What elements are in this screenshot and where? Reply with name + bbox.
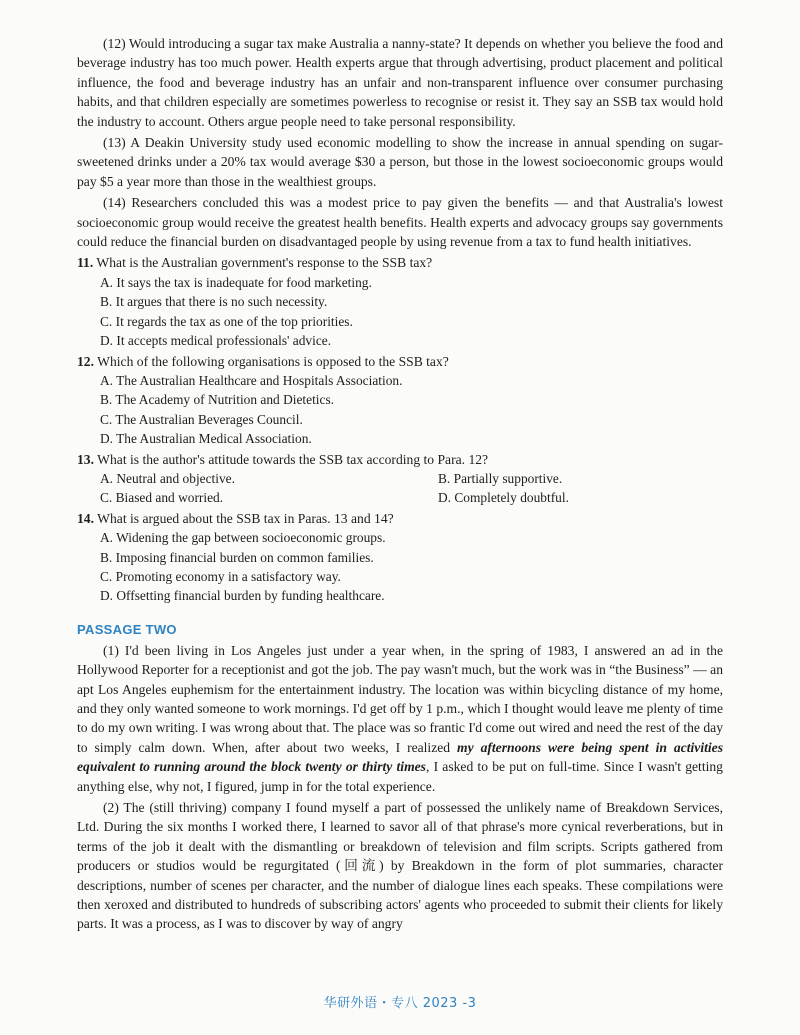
question-stem: What is the Australian government's response to the SSB tax? bbox=[96, 255, 433, 271]
question-stem: What is argued about the SSB tax in Paras. 13 and 14? bbox=[97, 510, 394, 526]
paragraph-14: (14) Researchers concluded this was a modest price to pay given the benefits — and that Australia's lowest socioeconomic group would receive the greatest health benefits. Health experts and advocacy groups say governments could reduce the financial burden on disadvantaged people by using revenue from a tax to fund health initiatives. bbox=[77, 195, 723, 250]
paragraph-12: (12) Would introducing a sugar tax make Australia a nanny-state? It depends on whether you believe the food and beverage industry has too much power. Health experts argue that through advertising, product placement and political influence, the food and beverage industry has an unfair and non-transparent influence over consumer purchasing habits, and that children especially are sometimes powerless to recognise or resist it. They say an SSB tax would hold the industry to account. Others argue people need to take personal responsibility. bbox=[77, 36, 723, 129]
option-d: D. Completely doubtful. bbox=[438, 490, 569, 506]
emphasized-phrase: my afternoons were being spent in activities equivalent to running around the block twenty or thirty times bbox=[77, 739, 723, 775]
passage-two-paragraph-1 bbox=[77, 641, 723, 796]
option-a: A. The Australian Healthcare and Hospitals Association. bbox=[100, 372, 403, 388]
option-c: C. The Australian Beverages Council. bbox=[100, 411, 303, 427]
option-c: C. Promoting economy in a satisfactory way. bbox=[100, 568, 341, 584]
question-13 bbox=[77, 450, 723, 508]
option-b: B. It argues that there is no such necessity. bbox=[100, 294, 328, 310]
question-number: 14. bbox=[77, 510, 94, 526]
question-number: 13. bbox=[77, 451, 94, 467]
paragraph-text: , I asked to be put on full-time. Since I wasn't getting anything else, why not, I figured, jump in for the total experience. bbox=[77, 759, 723, 794]
question-14 bbox=[77, 509, 723, 606]
question-12 bbox=[77, 352, 723, 449]
question-number: 12. bbox=[77, 353, 94, 369]
option-a: A. Widening the gap between socioeconomic groups. bbox=[100, 530, 386, 546]
paragraph-13: (13) A Deakin University study used economic modelling to show the increase in annual spending on sugar-sweetened drinks under a 20% tax would average $30 a person, but those in the lowest socioeconomic groups would pay $5 a year more than those in the wealthiest groups. bbox=[77, 135, 723, 189]
option-d: D. It accepts medical professionals' advice. bbox=[100, 333, 332, 349]
option-d: D. The Australian Medical Association. bbox=[100, 431, 312, 447]
option-b: B. Imposing financial burden on common families. bbox=[100, 549, 374, 565]
question-11 bbox=[77, 253, 723, 350]
question-number: 11. bbox=[77, 255, 94, 271]
option-a: A. It says the tax is inadequate for food marketing. bbox=[100, 274, 372, 290]
option-c: C. It regards the tax as one of the top priorities. bbox=[100, 313, 353, 329]
option-c: C. Biased and worried. bbox=[100, 490, 224, 506]
paragraph-text: (1) I'd been living in Los Angeles just under a year when, in the spring of 1983, I answered an ad in the Hollywood Reporter for a receptionist and got the job. The pay wasn't much, but the work was in “the Business” — an apt Los Angeles euphemism for the entertainment industry. The location was within bicycling distance of my home, and they only wanted someone to work mornings. I'd get off by 1 p.m., which I thought would leave me plenty of time to do my own writing. I was wrong about that. The place was so frantic I'd come out wired and need the rest of the day to simply calm down. When, after about two weeks, I realized bbox=[77, 642, 723, 755]
question-stem: Which of the following organisations is opposed to the SSB tax? bbox=[97, 353, 449, 369]
document-page bbox=[77, 34, 723, 936]
option-b: B. The Academy of Nutrition and Dietetics. bbox=[100, 392, 335, 408]
section-heading: PASSAGE TWO bbox=[77, 621, 177, 637]
question-stem: What is the author's attitude towards the SSB tax according to Para. 12? bbox=[97, 451, 489, 467]
passage-two-paragraph-2: (2) The (still thriving) company I found myself a part of possessed the unlikely name of Breakdown Services, Ltd. During the six months I worked there, I learned to savor all of that phrase's more cynical reverberations, but in terms of the job it dealt with the dismantling or breakdown of television and film scripts. Scripts gathered from producers or studios would be regurgitated (回流) by Breakdown in the form of plot summaries, character descriptions, number of scenes per character, and the number of dialogue lines each speaks. These compilations were then xeroxed and distributed to hundreds of subscribing actors' agents who proceeded to submit their clients for likely parts. It was a process, as I was to discover by way of angry bbox=[77, 800, 723, 932]
page-footer: 华研外语・专八 2023 -3 bbox=[323, 996, 477, 1011]
option-b: B. Partially supportive. bbox=[438, 470, 563, 486]
option-a: A. Neutral and objective. bbox=[100, 470, 235, 486]
option-d: D. Offsetting financial burden by funding healthcare. bbox=[100, 588, 385, 604]
